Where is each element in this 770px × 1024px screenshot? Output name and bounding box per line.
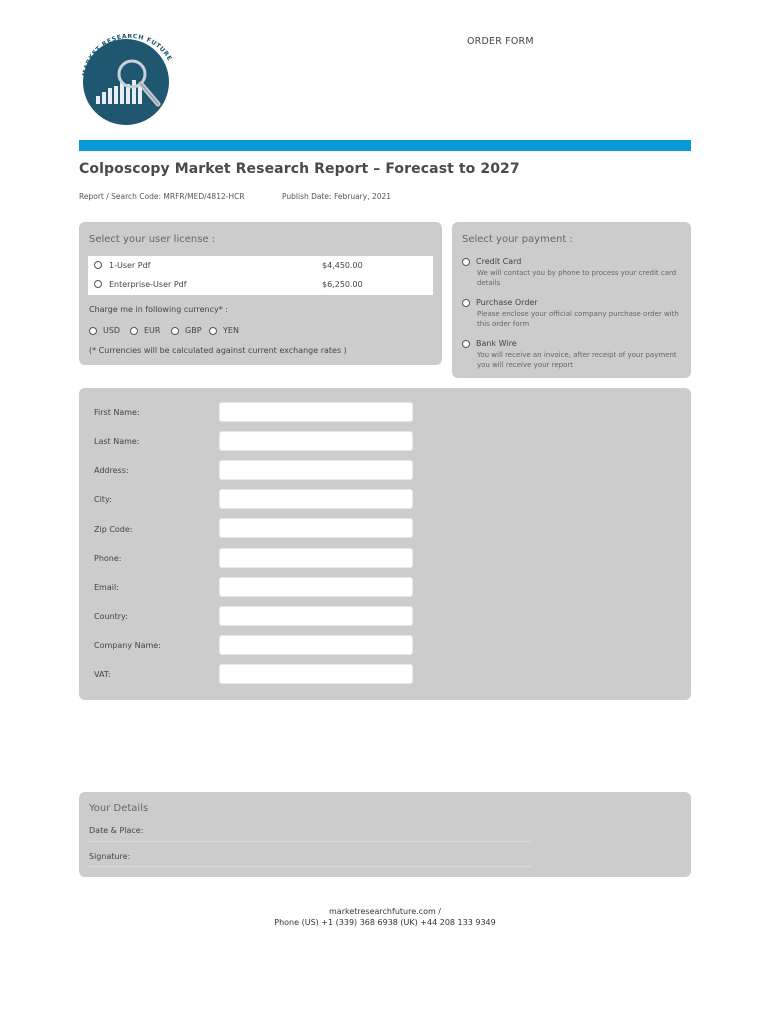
- license-option-enterprise[interactable]: [88, 275, 433, 294]
- payment-title: Credit Card: [476, 257, 522, 266]
- payment-radio[interactable]: [462, 258, 470, 266]
- currency-radio[interactable]: [171, 327, 179, 335]
- company-logo: [78, 34, 182, 128]
- phone-field[interactable]: [219, 548, 413, 568]
- license-price: $6,250.00: [322, 280, 363, 289]
- payment-heading: Select your payment :: [462, 234, 573, 245]
- license-radio[interactable]: [94, 280, 102, 288]
- payment-desc: Please enclose your official company purchase order with this order form: [477, 310, 679, 328]
- footer-phone: Phone (US) +1 (339) 368 6938 (UK) +44 208 133 9349: [274, 918, 496, 927]
- payment-radio[interactable]: [462, 340, 470, 348]
- zip-code-field[interactable]: [219, 518, 413, 538]
- license-table: [88, 256, 433, 295]
- date-place-line[interactable]: [89, 841, 531, 842]
- vat-label: VAT:: [94, 670, 111, 679]
- report-title: Colposcopy Market Research Report – Forecast to 2027: [79, 161, 520, 177]
- your-details-panel: [79, 792, 691, 877]
- currency-label: Charge me in following currency* :: [89, 305, 228, 314]
- email-label: Email:: [94, 583, 119, 592]
- currency-label-text: GBP: [185, 326, 202, 335]
- currency-radio[interactable]: [130, 327, 138, 335]
- city-label: City:: [94, 495, 112, 504]
- date-place-label: Date & Place:: [89, 826, 144, 835]
- email-field[interactable]: [219, 577, 413, 597]
- your-details-heading: Your Details: [89, 803, 149, 814]
- address-field[interactable]: [219, 460, 413, 480]
- license-radio[interactable]: [94, 261, 102, 269]
- phone-label: Phone:: [94, 554, 122, 563]
- license-option-1-user[interactable]: [88, 256, 433, 275]
- zip-code-label: Zip Code:: [94, 525, 133, 534]
- currency-radio[interactable]: [209, 327, 217, 335]
- payment-title: Purchase Order: [476, 298, 538, 307]
- payment-option-bank-wire[interactable]: [462, 339, 687, 371]
- order-form-title: ORDER FORM: [467, 36, 534, 47]
- first-name-field[interactable]: [219, 402, 413, 422]
- first-name-label: First Name:: [94, 408, 140, 417]
- report-code: Report / Search Code: MRFR/MED/4812-HCR: [79, 192, 245, 201]
- payment-option-purchase-order[interactable]: [462, 298, 687, 330]
- currency-label-text: EUR: [144, 326, 161, 335]
- currency-radio[interactable]: [89, 327, 97, 335]
- accent-bar: [79, 140, 691, 151]
- signature-line[interactable]: [89, 866, 531, 867]
- logo-text: MARKET RESEARCH FUTURE: [81, 34, 174, 77]
- last-name-field[interactable]: [219, 431, 413, 451]
- signature-label: Signature:: [89, 852, 131, 861]
- license-price: $4,450.00: [322, 261, 363, 270]
- license-name: 1-User Pdf: [109, 261, 151, 270]
- license-heading: Select your user license :: [89, 234, 216, 245]
- vat-field[interactable]: [219, 664, 413, 684]
- payment-desc: You will receive an invoice, after receipt of your payment you will receive your report: [477, 351, 677, 369]
- payment-option-credit-card[interactable]: [462, 257, 687, 289]
- last-name-label: Last Name:: [94, 437, 140, 446]
- address-label: Address:: [94, 466, 129, 475]
- company-name-label: Company Name:: [94, 641, 161, 650]
- footer-url[interactable]: marketresearchfuture.com /: [329, 907, 441, 916]
- currency-label-text: YEN: [223, 326, 239, 335]
- currency-label-text: USD: [103, 326, 121, 335]
- payment-radio[interactable]: [462, 299, 470, 307]
- country-field[interactable]: [219, 606, 413, 626]
- license-name: Enterprise-User Pdf: [109, 280, 187, 289]
- currency-note: (* Currencies will be calculated against current exchange rates ): [89, 346, 347, 355]
- company-name-field[interactable]: [219, 635, 413, 655]
- payment-title: Bank Wire: [476, 339, 517, 348]
- country-label: Country:: [94, 612, 128, 621]
- publish-date: Publish Date: February, 2021: [282, 192, 392, 201]
- city-field[interactable]: [219, 489, 413, 509]
- payment-desc: We will contact you by phone to process your credit card details: [477, 269, 677, 287]
